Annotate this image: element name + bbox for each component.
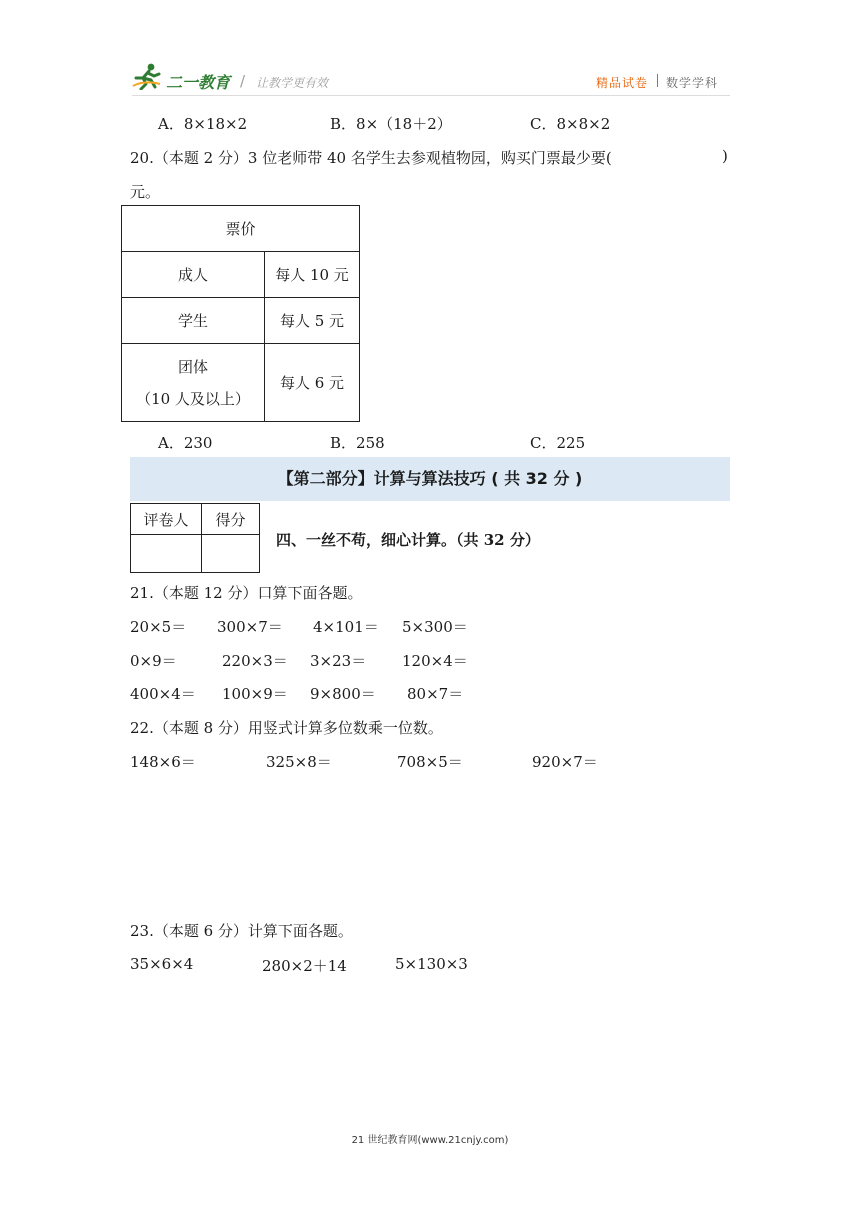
q23-item: 35×6×4 (130, 955, 194, 973)
brand-name: 二一教育 (166, 73, 231, 92)
q20-stem-line2: 元。 (130, 183, 161, 201)
ticket-price: 每人 5 元 (265, 298, 360, 344)
q20-option-a: A．230 (158, 434, 213, 452)
q21-item: 3×23＝ (310, 652, 367, 670)
q20-option-b: B．258 (330, 434, 385, 452)
q21-item: 80×7＝ (407, 685, 464, 703)
q20-answer-close: ) (722, 147, 728, 165)
q20-stem: 20.（本题 2 分）3 位老师带 40 名学生去参观植物园，购买门票最少要( (130, 149, 612, 167)
section-title: 【第二部分】计算与算法技巧 ( 共 32 分 ) (277, 469, 583, 488)
q23-item: 5×130×3 (395, 955, 468, 973)
q21-item: 100×9＝ (222, 685, 288, 703)
q21-item: 220×3＝ (222, 652, 288, 670)
brand-slogan: 让教学更有效 (256, 76, 329, 90)
ticket-price: 每人 10 元 (265, 252, 360, 298)
q21-item: 0×9＝ (130, 652, 177, 670)
ticket-table-header: 票价 (122, 206, 360, 252)
q22-item: 708×5＝ (397, 753, 463, 771)
ticket-type (122, 344, 265, 422)
header-rule (132, 95, 730, 96)
score-label: 得分 (202, 504, 260, 535)
q22-item: 325×8＝ (266, 753, 332, 771)
q21-item: 400×4＝ (130, 685, 196, 703)
q19-option-a: A．8×18×2 (158, 115, 248, 133)
header-divider (657, 74, 658, 87)
ticket-price: 每人 6 元 (265, 344, 360, 422)
q21-item: 4×101＝ (313, 618, 379, 636)
runner-logo-icon (132, 62, 162, 90)
q19-option-c: C．8×8×2 (530, 115, 611, 133)
table-row (122, 298, 360, 344)
table-row (122, 252, 360, 298)
q20-option-c: C．225 (530, 434, 586, 452)
q22-stem: 22.（本题 8 分）用竖式计算多位数乘一位数。 (130, 719, 443, 737)
ticket-price-table (121, 205, 360, 422)
grader-label: 评卷人 (131, 504, 202, 535)
q21-item: 20×5＝ (130, 618, 187, 636)
q21-item: 120×4＝ (402, 652, 468, 670)
premium-paper-tag: 精品试卷 (596, 76, 649, 90)
q19-option-b: B．8×（18＋2） (330, 115, 452, 133)
grader-cell (131, 535, 202, 573)
q23-stem: 23.（本题 6 分）计算下面各题。 (130, 922, 353, 940)
ticket-type-line2: （10 人及以上） (136, 389, 250, 408)
q21-item: 300×7＝ (217, 618, 283, 636)
page-footer: 21 世纪教育网(www.21cnjy.com) (351, 1135, 509, 1146)
score-cell (202, 535, 260, 573)
q21-item: 9×800＝ (310, 685, 376, 703)
q21-item: 5×300＝ (402, 618, 468, 636)
subject-tag: 数学学科 (666, 76, 719, 90)
table-row (122, 344, 360, 422)
part4-title: 四、一丝不苟，细心计算。（共 32 分） (276, 531, 540, 549)
ticket-type: 成人 (122, 252, 265, 298)
q21-stem: 21.（本题 12 分）口算下面各题。 (130, 584, 363, 602)
q22-item: 920×7＝ (532, 753, 598, 771)
ticket-type: 学生 (122, 298, 265, 344)
q22-item: 148×6＝ (130, 753, 196, 771)
q23-item: 280×2＋14 (262, 957, 347, 975)
header-separator: / (240, 72, 246, 90)
ticket-type-line1: 团体 (177, 357, 208, 376)
grader-score-table (130, 503, 260, 573)
